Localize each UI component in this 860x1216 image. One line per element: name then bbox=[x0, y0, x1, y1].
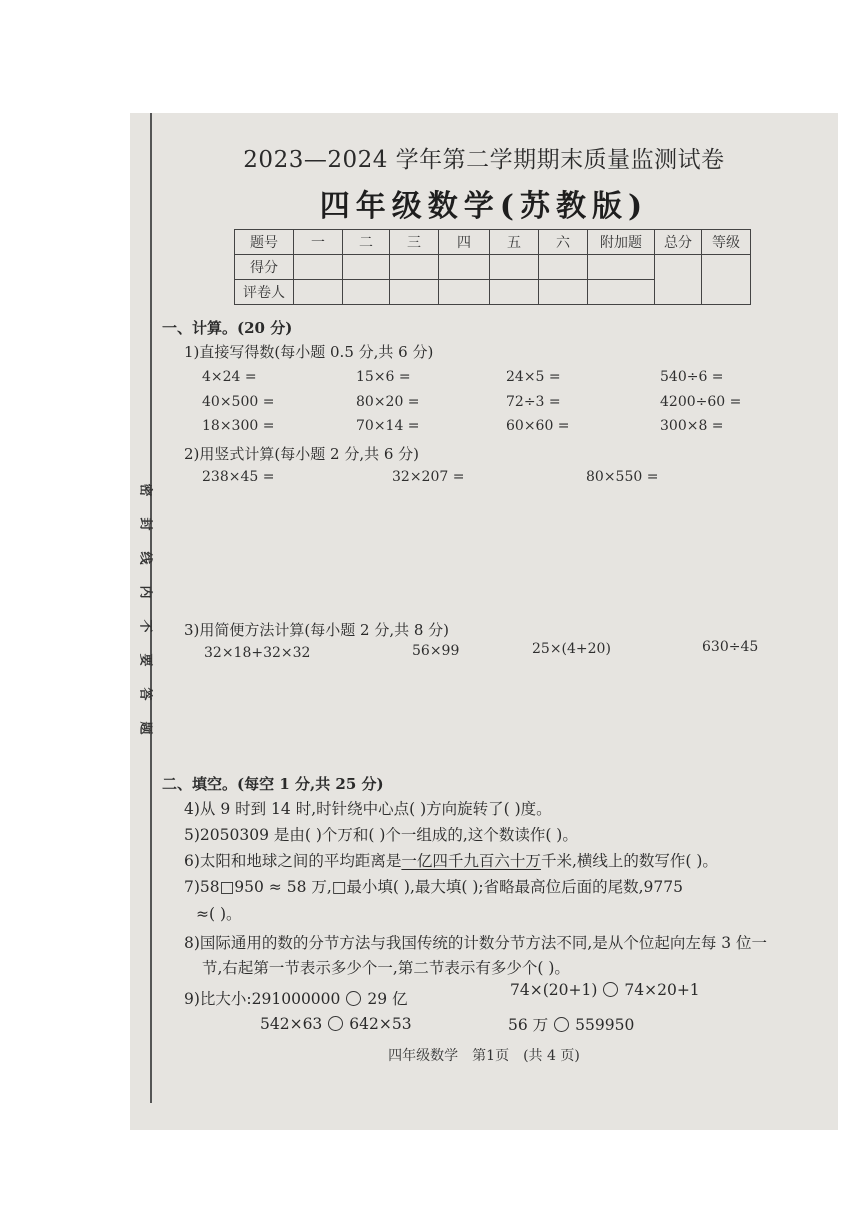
section1-heading: 一、计算。(20 分) bbox=[162, 319, 293, 337]
score-cell[interactable] bbox=[343, 255, 390, 280]
score-table-header: 五 bbox=[490, 230, 539, 255]
score-table bbox=[234, 229, 751, 305]
q6-suffix: 千米,横线上的数写作( )。 bbox=[540, 852, 718, 870]
calc-item: 540÷6 = bbox=[660, 369, 724, 385]
page-footer: 四年级数学 第1页 (共 4 页) bbox=[388, 1048, 580, 1064]
compare-left: 291000000 bbox=[251, 990, 341, 1008]
simplify-calc-item: 25×(4+20) bbox=[532, 641, 611, 657]
seal-char: 密 bbox=[137, 483, 153, 497]
compare-right: 74×20+1 bbox=[624, 981, 700, 999]
vertical-calc-item: 80×550 = bbox=[586, 469, 659, 485]
calc-item: 15×6 = bbox=[356, 369, 411, 385]
circle-icon[interactable] bbox=[328, 1016, 343, 1031]
seal-char: 内 bbox=[137, 585, 153, 599]
score-table-header: 附加题 bbox=[588, 230, 655, 255]
calc-item: 40×500 = bbox=[202, 394, 275, 410]
score-cell[interactable] bbox=[539, 255, 588, 280]
score-table-row bbox=[235, 255, 751, 280]
seal-char: 不 bbox=[137, 619, 153, 633]
compare-right: 642×53 bbox=[349, 1015, 412, 1033]
calc-item: 18×300 = bbox=[202, 418, 275, 434]
question-8-line1: 8)国际通用的数的分节方法与我国传统的计数分节方法不同,是从个位起向左每 3 位一 bbox=[184, 934, 768, 952]
question-9-pair bbox=[184, 987, 408, 1009]
question-9-pair bbox=[260, 1015, 412, 1033]
calc-item: 80×20 = bbox=[356, 394, 420, 410]
question-9-pair bbox=[508, 1013, 634, 1035]
score-table-header: 三 bbox=[390, 230, 439, 255]
question-4: 4)从 9 时到 14 时,时针绕中心点( )方向旋转了( )度。 bbox=[184, 800, 552, 818]
exam-paper bbox=[130, 113, 838, 1130]
total-score-cell[interactable] bbox=[655, 255, 702, 305]
grader-cell[interactable] bbox=[294, 280, 343, 305]
calc-item: 4×24 = bbox=[202, 369, 257, 385]
calc-item: 24×5 = bbox=[506, 369, 561, 385]
question-9-pair bbox=[510, 981, 700, 999]
binding-seal-text bbox=[132, 473, 158, 745]
grader-cell[interactable] bbox=[439, 280, 490, 305]
score-table-header: 题号 bbox=[235, 230, 294, 255]
question-5: 5)2050309 是由( )个万和( )个一组成的,这个数读作( )。 bbox=[184, 826, 578, 844]
score-cell[interactable] bbox=[490, 255, 539, 280]
score-table-header: 总分 bbox=[655, 230, 702, 255]
score-table-header: 二 bbox=[343, 230, 390, 255]
grader-cell[interactable] bbox=[343, 280, 390, 305]
part2-heading: 2)用竖式计算(每小题 2 分,共 6 分) bbox=[184, 445, 420, 463]
compare-right: 559950 bbox=[575, 1016, 635, 1034]
compare-left: 542×63 bbox=[260, 1015, 323, 1033]
score-row-label: 得分 bbox=[235, 255, 294, 280]
seal-char: 题 bbox=[137, 721, 153, 735]
score-cell[interactable] bbox=[294, 255, 343, 280]
question-6 bbox=[184, 849, 718, 871]
exam-title: 2023—2024 学年第二学期期末质量监测试卷 bbox=[243, 147, 725, 173]
calc-item: 300×8 = bbox=[660, 418, 724, 434]
grader-cell[interactable] bbox=[539, 280, 588, 305]
score-cell[interactable] bbox=[390, 255, 439, 280]
question-7-line1: 7)58□950 ≈ 58 万,□最小填( ),最大填( );省略最高位后面的尾数,9775 bbox=[184, 878, 683, 896]
score-table-header: 六 bbox=[539, 230, 588, 255]
subject-title: 四年级数学(苏教版) bbox=[319, 189, 649, 224]
calc-item: 60×60 = bbox=[506, 418, 570, 434]
score-table-header-row bbox=[235, 230, 751, 255]
simplify-calc-item: 32×18+32×32 bbox=[204, 645, 311, 661]
question-7-line2: ≈( )。 bbox=[196, 905, 242, 923]
grader-cell[interactable] bbox=[390, 280, 439, 305]
score-table-header: 等级 bbox=[702, 230, 751, 255]
q6-underlined-number: 一亿四千九百六十万 bbox=[401, 852, 541, 870]
grader-cell[interactable] bbox=[490, 280, 539, 305]
score-cell[interactable] bbox=[588, 255, 655, 280]
grade-cell[interactable] bbox=[702, 255, 751, 305]
compare-left: 56 万 bbox=[508, 1016, 549, 1034]
seal-char: 封 bbox=[137, 517, 153, 531]
calc-item: 72÷3 = bbox=[506, 394, 561, 410]
circle-icon[interactable] bbox=[554, 1017, 569, 1032]
part3-heading: 3)用简便方法计算(每小题 2 分,共 8 分) bbox=[184, 621, 450, 639]
score-table-header: 四 bbox=[439, 230, 490, 255]
circle-icon[interactable] bbox=[603, 982, 618, 997]
calc-item: 4200÷60 = bbox=[660, 394, 742, 410]
simplify-calc-item: 56×99 bbox=[412, 643, 460, 659]
seal-char: 线 bbox=[137, 551, 153, 565]
part1-heading: 1)直接写得数(每小题 0.5 分,共 6 分) bbox=[184, 343, 434, 361]
circle-icon[interactable] bbox=[346, 991, 361, 1006]
question-8-line2: 节,右起第一节表示多少个一,第二节表示有多少个( )。 bbox=[202, 959, 570, 977]
score-table-header: 一 bbox=[294, 230, 343, 255]
simplify-calc-item: 630÷45 bbox=[702, 639, 759, 655]
score-cell[interactable] bbox=[439, 255, 490, 280]
q9-label: 9)比大小: bbox=[184, 990, 252, 1008]
q6-prefix: 6)太阳和地球之间的平均距离是 bbox=[184, 852, 402, 870]
score-row-label: 评卷人 bbox=[235, 280, 294, 305]
grader-cell[interactable] bbox=[588, 280, 655, 305]
calc-item: 70×14 = bbox=[356, 418, 420, 434]
seal-char: 答 bbox=[137, 687, 153, 701]
compare-left: 74×(20+1) bbox=[510, 981, 598, 999]
section2-heading: 二、填空。(每空 1 分,共 25 分) bbox=[162, 775, 384, 793]
vertical-calc-item: 32×207 = bbox=[392, 469, 465, 485]
seal-char: 要 bbox=[137, 653, 153, 667]
vertical-calc-item: 238×45 = bbox=[202, 469, 275, 485]
compare-right: 29 亿 bbox=[367, 990, 408, 1008]
